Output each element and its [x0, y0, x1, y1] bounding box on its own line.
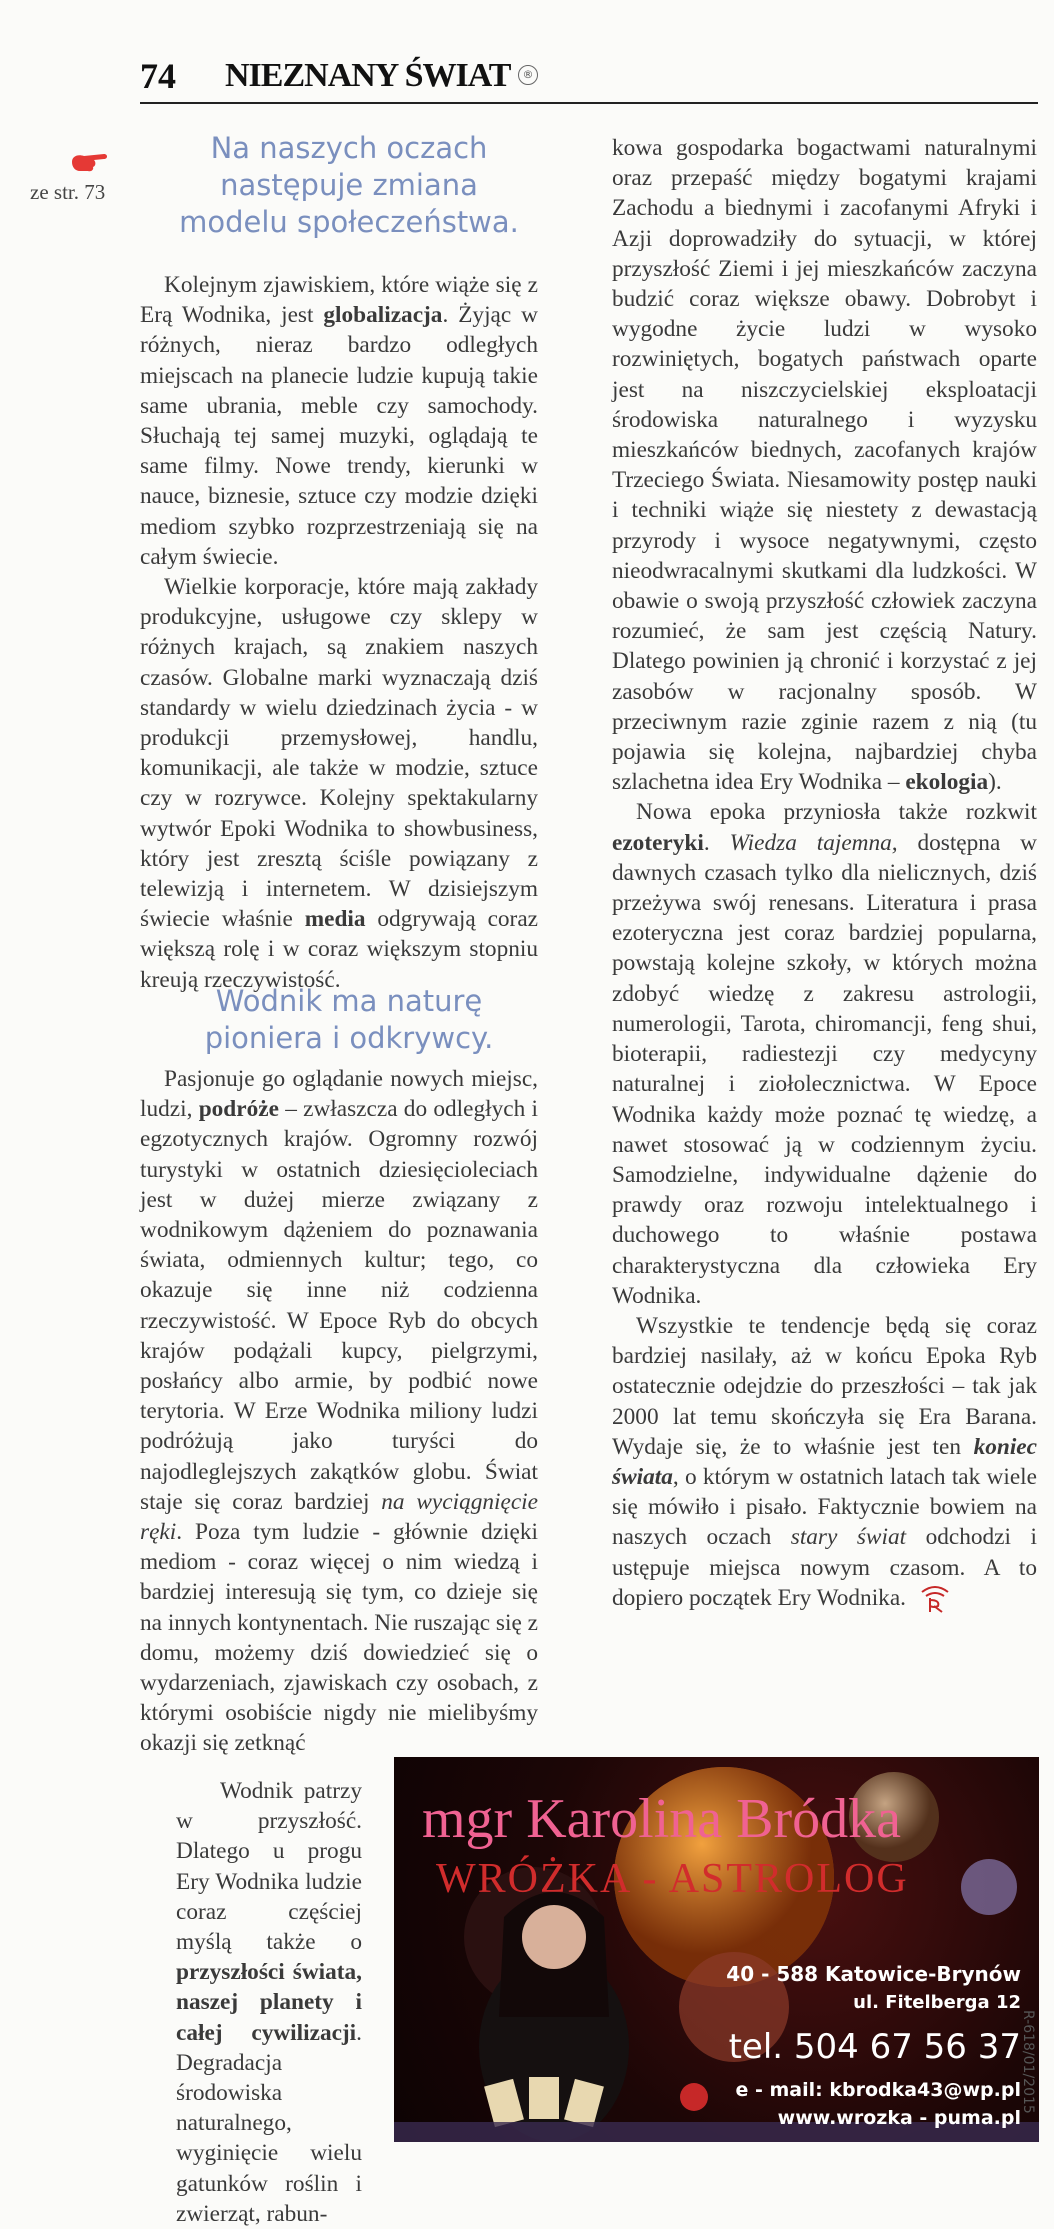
advertisement — [394, 1757, 1039, 2142]
ad-address-line-1: 40 - 588 Katowice-Brynów — [726, 1962, 1021, 1986]
text-run: . Poza tym ludzie - głównie dzięki mediom - coraz więcej o nim wiedzą i bardziej interesują się tym, co dzieje się na innych kontynentach. Nie ruszając się z domu, możemy dziś dowiedzieć się o wydarzeniach, zjawiskach czy osobach, z którymi osobiście nigdy nie mielibyśmy okazji się zetknąć — [140, 1519, 538, 1757]
section-heading-1 — [140, 130, 558, 241]
ad-website: www.wrozka - puma.pl — [777, 2107, 1021, 2129]
bold-term: globalizacja — [323, 302, 443, 329]
end-mark-icon — [918, 1584, 952, 1614]
side-code: R-618/01/2015 — [1020, 2010, 1036, 2114]
text-run: – zwłaszcza do odległych i egzotycznych krajów. Ogromny rozwój turystyki w ostatnich dziesięcioleciach jest w dużej mierze związany z wodnikowym dążeniem do poznawania świata, odmiennych kultur; tego, co okazuje się inne niż codzienna rzeczywistość. W Epoce Ryb do obcych krajów podążali kupcy, pielgrzymi, posłańcy albo armie, by podbić nowe terytoria. W Erze Wodnika miliony ludzi podróżują jako turyści do najodleglejszych zakątków globu. Świat staje się coraz bardziej — [140, 1096, 538, 1515]
italic-term: Wiedza tajemna, — [729, 829, 898, 856]
heading-line: modelu społeczeństwa. — [179, 205, 519, 239]
text-run: Pasjonuje go oglądanie nowych miejsc, ludzi, — [140, 1066, 538, 1123]
page-header — [140, 55, 1040, 105]
heading-line: Wodnik ma naturę — [215, 984, 483, 1018]
page-number: 74 — [140, 56, 176, 96]
heading-line: następuje zmiana — [220, 168, 478, 202]
pointing-hand-icon — [70, 148, 110, 176]
italic-term: na wyciągnięcie ręki — [140, 1488, 538, 1546]
text-run: , o którym w ostatnich latach tak wiele się mówiło i pisało. Faktycznie bowiem na naszych oczach — [612, 1463, 1037, 1551]
text-run: kowa gospodarka bogactwami naturalnymi oraz przepaść między bogatymi krajami Zachodu a biednymi i zacofanymi Afryki i Azji doprowadziły do sytuacji, w której przyszłość Ziemi i jej mieszkańców zaczyna budzić coraz większe obawy. Dobrobyt i wygodne życie ludzi w wysoko rozwiniętych, bogatych państwach oparte jest na niszczycielskiej eksploatacji środowiska naturalnego i wyzysku mieszkańców biednych, zacofanych krajów Trzeciego Świata. Niesamowity postęp nauki i techniki wiąże się niestety z dewastacją przyrody i wysoce negatywnymi, często nieodwracalnymi skutkami dla ludzkości. W obawie o swoją przyszłość człowiek zaczyna rozumieć, że sam jest częścią Natury. Dlatego powinien ją chronić i korzystać z jej zasobów w racjonalny sposób. W przeciwnym razie zginie razem z nią (tu pojawia się kolejna, najbardziej chyba szlachetna idea Ery Wodnika – — [612, 135, 1037, 796]
section-heading-2 — [140, 983, 558, 1057]
paragraph — [612, 1311, 1037, 1614]
bold-italic-term: koniec świata — [612, 1433, 1037, 1490]
heading-line: Na naszych oczach — [210, 131, 488, 165]
text-run: odchodzi i ustępuje miejsca nowym czasom. A to dopiero początek Ery Wodnika. — [612, 1524, 1037, 1611]
column-left-bottom — [140, 1064, 538, 1759]
magazine-title: NIEZNANY ŚWIAT — [225, 57, 511, 94]
registered-mark: ® — [518, 65, 538, 85]
text-run: Nowa epoka przyniosła także rozkwit — [636, 799, 1037, 826]
paragraph — [612, 133, 1037, 797]
text-run: Wodnik patrzy w przyszłość. Dlatego u progu Ery Wodnika ludzie coraz częściej myślą także o — [176, 1778, 362, 1956]
text-run: . Degradacja środowiska naturalnego, wyginięcie wielu gatunków roślin i zwierząt, rabun- — [176, 2019, 362, 2227]
ad-email: e - mail: kbrodka43@wp.pl — [735, 2079, 1021, 2101]
paragraph — [176, 1776, 362, 2229]
bold-term: podróże — [198, 1096, 279, 1123]
bold-term: przyszłości świata, naszej planety i całej cywilizacji — [176, 1959, 362, 2046]
ad-subtitle: WRÓŻKA - ASTROLOG — [436, 1856, 909, 1902]
bold-term: media — [304, 906, 366, 933]
heading-line: pioniera i odkrywcy. — [204, 1021, 494, 1055]
text-run: Kolejnym zjawiskiem, które wiąże się z Erą Wodnika, jest — [140, 272, 538, 329]
text-run: ). — [988, 769, 1002, 796]
text-run: dostępna w dawnych czasach tylko dla nielicznych, dziś przeżywa swój renesans. Literatura i prasa ezoteryczna jest coraz bardziej popularna, powstają kolejne szkoły, w których można zdobyć wiedzę z zakresu astrologii, numerologii, Tarota, chiromancji, feng shui, bioterapii, radiestezji czy medycyny naturalnej i ziołolecznictwa. W Epoce Wodnika każdy może poznać tę wiedzę, a nawet stosować ją w codziennym życiu. Samodzielne, indywidualne dążenie do prawdy oraz rozwoju intelektualnego i duchowego to właśnie postawa charakterystyczna dla człowieka Ery Wodnika. — [612, 829, 1037, 1309]
continued-from: ze str. 73 — [30, 180, 106, 204]
paragraph — [140, 270, 538, 572]
bold-term: ekologia — [905, 769, 989, 796]
text-run: odgrywają coraz większą rolę i w coraz większym stopniu kreują rzeczywistość. — [140, 906, 538, 993]
ad-name: mgr Karolina Bródka — [422, 1788, 901, 1850]
paragraph — [140, 572, 538, 995]
bold-term: ezoteryki — [612, 829, 704, 856]
column-right — [612, 133, 1037, 1614]
text-run: . Żyjąc w różnych, nieraz bardzo odległych miejscach na planecie ludzie kupują takie same ubrania, meble czy samochody. Słuchają tej samej muzyki, oglądają te same filmy. Nowe trendy, kierunki w nauce, biznesie, sztuce czy modzie dzięki mediom szybko rozprzestrzeniają się na całym świecie. — [140, 302, 538, 570]
header-rule — [140, 102, 1038, 104]
paragraph — [140, 1064, 538, 1759]
ad-phone: tel. 504 67 56 37 — [728, 2027, 1021, 2067]
text-run: . — [703, 829, 730, 856]
column-left-narrow — [176, 1776, 362, 2229]
text-run: Wielkie korporacje, które mają zakłady produkcyjne, usługowe czy sklepy w różnych krajach, są znakiem naszych czasów. Globalne marki wyznaczają dziś standardy w wielu dziedzinach życia - w produkcji przemysłowej, handlu, komunikacji, ale także w modzie, sztuce czy w rozrywce. Kolejny spektakularny wytwór Epoki Wodnika to showbusiness, który jest zresztą ściśle powiązany z telewizją i internetem. W dzisiejszym świecie właśnie — [140, 574, 538, 933]
paragraph — [612, 797, 1037, 1310]
column-left-top — [140, 270, 538, 995]
text-run: Wszystkie te tendencje będą się coraz bardziej nasilały, aż w końcu Epoka Ryb ostatecznie odejdzie do przeszłości – tak jak 2000 lat temu skończyła się Era Barana. Wydaje się, że to właśnie jest ten — [612, 1312, 1037, 1460]
italic-term: stary świat — [790, 1524, 907, 1551]
ad-address-line-2: ul. Fitelberga 12 — [853, 1992, 1021, 2013]
